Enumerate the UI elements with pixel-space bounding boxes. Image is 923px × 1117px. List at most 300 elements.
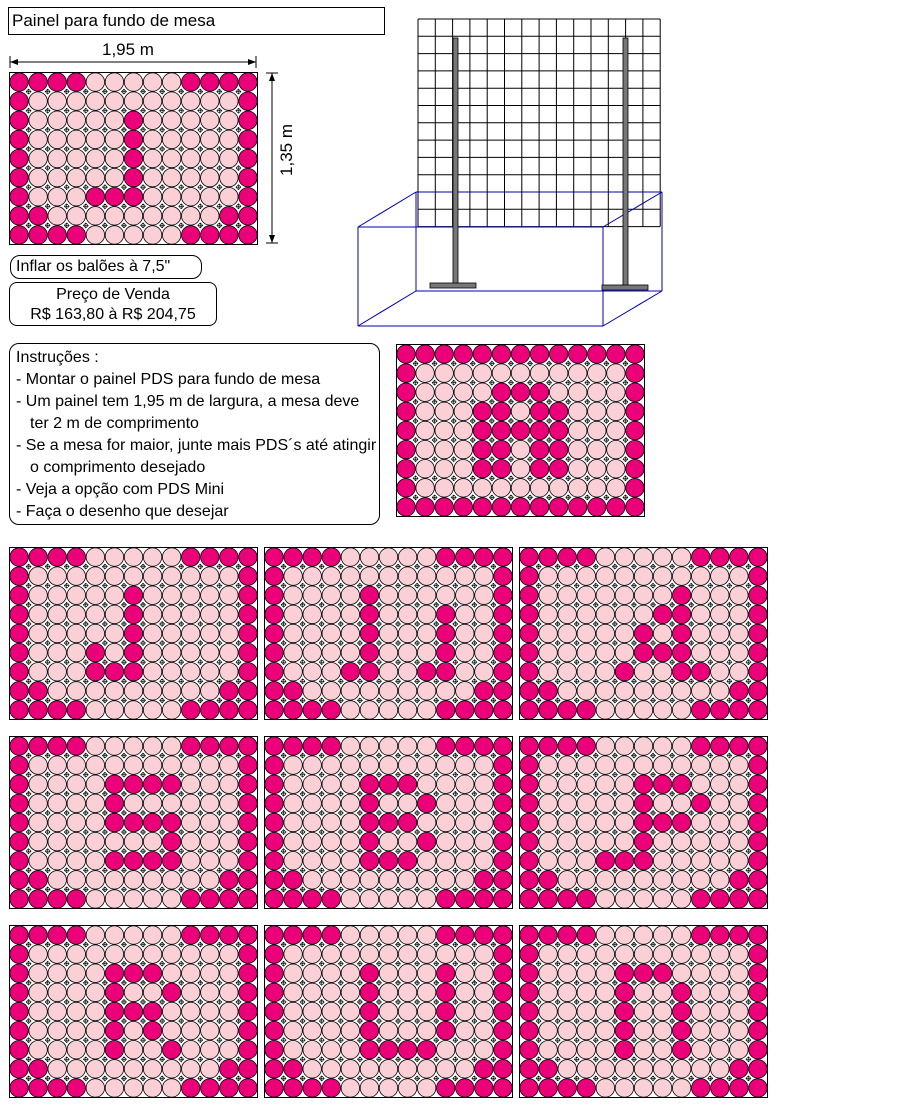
balloon-dark [398, 813, 416, 832]
balloon-light [539, 624, 557, 643]
balloon-dark [749, 662, 767, 681]
balloon-dark [67, 1079, 85, 1098]
balloon-dark [360, 1040, 378, 1059]
balloon-light [303, 624, 321, 643]
balloon-dark [360, 662, 378, 681]
balloon-light [730, 567, 748, 586]
balloon-light [558, 832, 576, 851]
balloon-light [558, 662, 576, 681]
balloon-dark [530, 459, 548, 478]
balloon-light [220, 586, 238, 605]
balloon-light [711, 662, 729, 681]
balloon-dark [494, 756, 512, 775]
balloon-light [730, 1040, 748, 1059]
balloon-light [341, 737, 359, 756]
balloon-light [634, 1040, 652, 1059]
balloon-dark [86, 187, 104, 206]
instruction-item: - Um painel tem 1,95 m de largura, a mesa deve ter 2 m de comprimento [16, 391, 379, 435]
balloon-dark [730, 1079, 748, 1098]
balloon-dark [10, 1002, 28, 1021]
balloon-dark [730, 682, 748, 701]
balloon-dark [239, 662, 257, 681]
balloon-light [67, 1060, 85, 1079]
balloon-light [86, 964, 104, 983]
balloon-light [615, 586, 633, 605]
balloon-light [615, 682, 633, 701]
balloon-light [558, 567, 576, 586]
balloon-light [201, 662, 219, 681]
balloon-dark [456, 926, 474, 945]
balloon-light [730, 832, 748, 851]
balloon-light [596, 945, 614, 964]
balloon-light [475, 775, 493, 794]
balloon-dark [691, 662, 709, 681]
balloon-light [29, 168, 47, 187]
balloon-light [435, 402, 453, 421]
balloon-light [653, 1040, 671, 1059]
panel-letter-b [264, 736, 514, 910]
balloon-dark [48, 1079, 66, 1098]
balloon-dark [568, 345, 586, 364]
balloon-light [303, 1040, 321, 1059]
balloon-light [86, 775, 104, 794]
balloon-light [596, 926, 614, 945]
balloon-light [398, 586, 416, 605]
balloon-light [162, 624, 180, 643]
balloon-light [220, 149, 238, 168]
balloon-dark [749, 964, 767, 983]
balloon-dark [672, 662, 690, 681]
balloon-dark [360, 624, 378, 643]
balloon-dark [239, 92, 257, 111]
balloon-dark [10, 775, 28, 794]
balloon-light [201, 149, 219, 168]
instruction-item: - Veja a opção com PDS Mini [16, 479, 379, 501]
balloon-light [360, 682, 378, 701]
balloon-light [398, 1002, 416, 1021]
balloon-dark [588, 345, 606, 364]
balloon-light [303, 605, 321, 624]
balloon-light [201, 187, 219, 206]
balloon-light [596, 983, 614, 1002]
balloon-light [67, 964, 85, 983]
balloon-light [417, 1021, 435, 1040]
balloon-light [558, 624, 576, 643]
balloon-light [634, 890, 652, 909]
balloon-light [48, 832, 66, 851]
balloon-dark [749, 832, 767, 851]
balloon-light [568, 479, 586, 498]
balloon-dark [67, 548, 85, 567]
balloon-dark [417, 662, 435, 681]
balloon-light [181, 1021, 199, 1040]
balloon-dark [520, 871, 538, 890]
balloon-dark [265, 586, 283, 605]
balloon-light [29, 756, 47, 775]
table-edge [603, 291, 662, 326]
balloon-light [607, 421, 625, 440]
balloon-light [398, 983, 416, 1002]
balloon-dark [634, 964, 652, 983]
balloon-light [341, 605, 359, 624]
balloon-light [181, 1060, 199, 1079]
balloon-dark [435, 345, 453, 364]
balloon-dark [360, 605, 378, 624]
balloon-light [48, 1040, 66, 1059]
balloon-light [124, 1021, 142, 1040]
balloon-dark [475, 548, 493, 567]
balloon-dark [265, 871, 283, 890]
balloon-light [398, 682, 416, 701]
balloon-light [105, 871, 123, 890]
balloon-dark [749, 926, 767, 945]
balloon-dark [730, 1060, 748, 1079]
balloon-light [456, 1002, 474, 1021]
balloon-light [341, 775, 359, 794]
balloon-dark [749, 682, 767, 701]
balloon-light [398, 871, 416, 890]
balloon-light [360, 701, 378, 720]
balloon-light [577, 1060, 595, 1079]
balloon-dark [265, 851, 283, 870]
balloon-dark [322, 926, 340, 945]
balloon-dark [322, 890, 340, 909]
balloon-light [577, 1002, 595, 1021]
balloon-light [67, 775, 85, 794]
balloon-light [201, 1002, 219, 1021]
balloon-dark [265, 1040, 283, 1059]
balloon-light [143, 682, 161, 701]
balloon-light [143, 149, 161, 168]
balloon-dark [29, 226, 47, 245]
balloon-dark [494, 662, 512, 681]
price-value: R$ 163,80 à R$ 204,75 [30, 306, 196, 323]
balloon-light [86, 1040, 104, 1059]
balloon-light [379, 701, 397, 720]
balloon-light [596, 832, 614, 851]
balloon-light [379, 794, 397, 813]
balloon-dark [672, 1002, 690, 1021]
balloon-light [48, 187, 66, 206]
balloon-light [201, 794, 219, 813]
balloon-light [86, 586, 104, 605]
balloon-light [162, 737, 180, 756]
balloon-light [143, 1079, 161, 1098]
balloon-light [220, 1040, 238, 1059]
balloon-light [67, 851, 85, 870]
balloon-light [162, 643, 180, 662]
balloon-light [124, 548, 142, 567]
balloon-dark [360, 586, 378, 605]
balloon-light [456, 756, 474, 775]
balloon-light [105, 111, 123, 130]
balloon-light [322, 624, 340, 643]
balloon-light [615, 945, 633, 964]
balloon-light [634, 983, 652, 1002]
balloon-dark [749, 871, 767, 890]
balloon-light [181, 207, 199, 226]
balloon-light [398, 832, 416, 851]
balloon-dark [284, 890, 302, 909]
balloon-light [29, 130, 47, 149]
balloon-dark [492, 421, 510, 440]
balloon-light [162, 111, 180, 130]
balloon-light [360, 1079, 378, 1098]
balloon-dark [162, 1040, 180, 1059]
balloon-dark [10, 149, 28, 168]
balloon-light [67, 149, 85, 168]
balloon-dark [239, 1002, 257, 1021]
balloon-dark [360, 813, 378, 832]
balloon-dark [558, 890, 576, 909]
balloon-dark [86, 643, 104, 662]
balloon-light [124, 567, 142, 586]
balloon-dark [749, 548, 767, 567]
balloon-dark [265, 1021, 283, 1040]
balloon-dark [10, 187, 28, 206]
balloon-dark [615, 662, 633, 681]
balloon-dark [634, 851, 652, 870]
balloon-dark [220, 1060, 238, 1079]
balloon-light [653, 983, 671, 1002]
balloon-light [672, 701, 690, 720]
balloon-light [417, 756, 435, 775]
balloon-light [511, 364, 529, 383]
balloon-light [436, 567, 454, 586]
balloon-dark [124, 187, 142, 206]
balloon-light [220, 168, 238, 187]
balloon-light [322, 832, 340, 851]
balloon-light [303, 775, 321, 794]
balloon-dark [10, 130, 28, 149]
balloon-light [588, 459, 606, 478]
balloon-light [201, 92, 219, 111]
balloon-light [730, 983, 748, 1002]
balloon-light [615, 701, 633, 720]
balloon-light [691, 605, 709, 624]
balloon-dark [124, 130, 142, 149]
balloon-dark [265, 756, 283, 775]
balloon-light [29, 187, 47, 206]
balloon-light [577, 851, 595, 870]
table-stand-diagram [350, 14, 670, 332]
balloon-light [607, 440, 625, 459]
balloon-light [48, 168, 66, 187]
balloon-dark [322, 701, 340, 720]
balloon-light [284, 756, 302, 775]
balloon-light [568, 364, 586, 383]
balloon-dark [615, 964, 633, 983]
balloon-light [201, 605, 219, 624]
balloon-light [653, 1002, 671, 1021]
balloon-dark [691, 701, 709, 720]
balloon-light [143, 111, 161, 130]
balloon-dark [10, 737, 28, 756]
balloon-light [67, 662, 85, 681]
balloon-dark [265, 662, 283, 681]
balloon-light [436, 775, 454, 794]
balloon-light [398, 756, 416, 775]
balloon-light [577, 983, 595, 1002]
balloon-dark [181, 926, 199, 945]
balloon-dark [29, 890, 47, 909]
balloon-light [691, 775, 709, 794]
balloon-dark [417, 1040, 435, 1059]
balloon-light [162, 890, 180, 909]
balloon-dark [653, 643, 671, 662]
balloon-light [220, 187, 238, 206]
balloon-dark [749, 983, 767, 1002]
balloon-light [29, 605, 47, 624]
balloon-light [379, 832, 397, 851]
balloon-light [711, 945, 729, 964]
balloon-light [124, 983, 142, 1002]
balloon-light [284, 832, 302, 851]
balloon-dark [539, 926, 557, 945]
balloon-light [596, 737, 614, 756]
balloon-light [143, 871, 161, 890]
balloon-dark [239, 682, 257, 701]
balloon-dark [67, 890, 85, 909]
balloon-dark [181, 226, 199, 245]
balloon-light [220, 130, 238, 149]
balloon-dark [494, 851, 512, 870]
balloon-light [596, 548, 614, 567]
balloon-light [124, 92, 142, 111]
balloon-light [615, 775, 633, 794]
balloon-dark [749, 567, 767, 586]
balloon-dark [29, 207, 47, 226]
balloon-light [456, 1040, 474, 1059]
balloon-light [105, 586, 123, 605]
balloon-light [691, 851, 709, 870]
balloon-light [539, 983, 557, 1002]
balloon-light [86, 149, 104, 168]
balloon-light [475, 832, 493, 851]
balloon-light [730, 794, 748, 813]
balloon-dark [730, 890, 748, 909]
table-edge [358, 192, 416, 227]
balloon-light [634, 871, 652, 890]
balloon-dark [265, 1002, 283, 1021]
balloon-light [398, 945, 416, 964]
balloon-light [105, 1060, 123, 1079]
balloon-light [143, 926, 161, 945]
balloon-dark [105, 1040, 123, 1059]
balloon-dark [577, 548, 595, 567]
balloon-light [201, 964, 219, 983]
balloon-light [67, 92, 85, 111]
table-edge [358, 291, 416, 326]
balloon-light [454, 383, 472, 402]
balloon-dark [456, 1079, 474, 1098]
balloon-dark [549, 459, 567, 478]
balloon-dark [265, 775, 283, 794]
balloon-dark [29, 737, 47, 756]
balloon-dark [520, 643, 538, 662]
balloon-light [416, 421, 434, 440]
balloon-light [86, 605, 104, 624]
balloon-light [730, 813, 748, 832]
balloon-dark [303, 1079, 321, 1098]
panel-letter-j [9, 72, 259, 246]
balloon-dark [124, 964, 142, 983]
balloon-dark [265, 964, 283, 983]
balloon-dark [48, 890, 66, 909]
balloon-light [29, 643, 47, 662]
balloon-light [634, 737, 652, 756]
balloon-dark [672, 1021, 690, 1040]
balloon-dark [124, 813, 142, 832]
balloon-light [29, 983, 47, 1002]
balloon-light [181, 567, 199, 586]
balloon-light [379, 586, 397, 605]
balloon-light [672, 1079, 690, 1098]
balloon-light [143, 168, 161, 187]
balloon-dark [492, 383, 510, 402]
balloon-light [143, 890, 161, 909]
balloon-dark [520, 832, 538, 851]
panel-letter-j-2 [9, 547, 259, 721]
balloon-light [220, 945, 238, 964]
balloon-light [691, 567, 709, 586]
balloon-dark [730, 926, 748, 945]
balloon-light [711, 605, 729, 624]
balloon-light [67, 794, 85, 813]
balloon-light [48, 1021, 66, 1040]
balloon-dark [239, 890, 257, 909]
balloon-dark [239, 851, 257, 870]
balloon-light [691, 964, 709, 983]
balloon-dark [239, 832, 257, 851]
balloon-light [436, 871, 454, 890]
balloon-dark [48, 226, 66, 245]
balloon-light [456, 871, 474, 890]
balloon-dark [436, 643, 454, 662]
panel-letter-s [9, 736, 259, 910]
balloon-dark [653, 964, 671, 983]
balloon-dark [265, 1060, 283, 1079]
balloon-dark [475, 926, 493, 945]
balloon-light [596, 1060, 614, 1079]
balloon-light [558, 1021, 576, 1040]
balloon-dark [220, 226, 238, 245]
balloon-light [29, 92, 47, 111]
balloon-light [162, 207, 180, 226]
balloon-light [730, 662, 748, 681]
balloon-light [568, 383, 586, 402]
balloon-light [691, 756, 709, 775]
balloon-dark [749, 701, 767, 720]
balloon-light [653, 926, 671, 945]
balloon-light [201, 1021, 219, 1040]
balloon-light [105, 168, 123, 187]
balloon-light [67, 605, 85, 624]
balloon-light [730, 775, 748, 794]
balloon-light [67, 624, 85, 643]
balloon-dark [749, 756, 767, 775]
balloon-light [511, 459, 529, 478]
balloon-light [456, 624, 474, 643]
balloon-light [436, 682, 454, 701]
balloon-dark [456, 701, 474, 720]
balloon-light [322, 964, 340, 983]
balloon-light [162, 682, 180, 701]
balloon-light [456, 964, 474, 983]
balloon-light [436, 756, 454, 775]
balloon-light [124, 73, 142, 92]
balloon-light [711, 586, 729, 605]
